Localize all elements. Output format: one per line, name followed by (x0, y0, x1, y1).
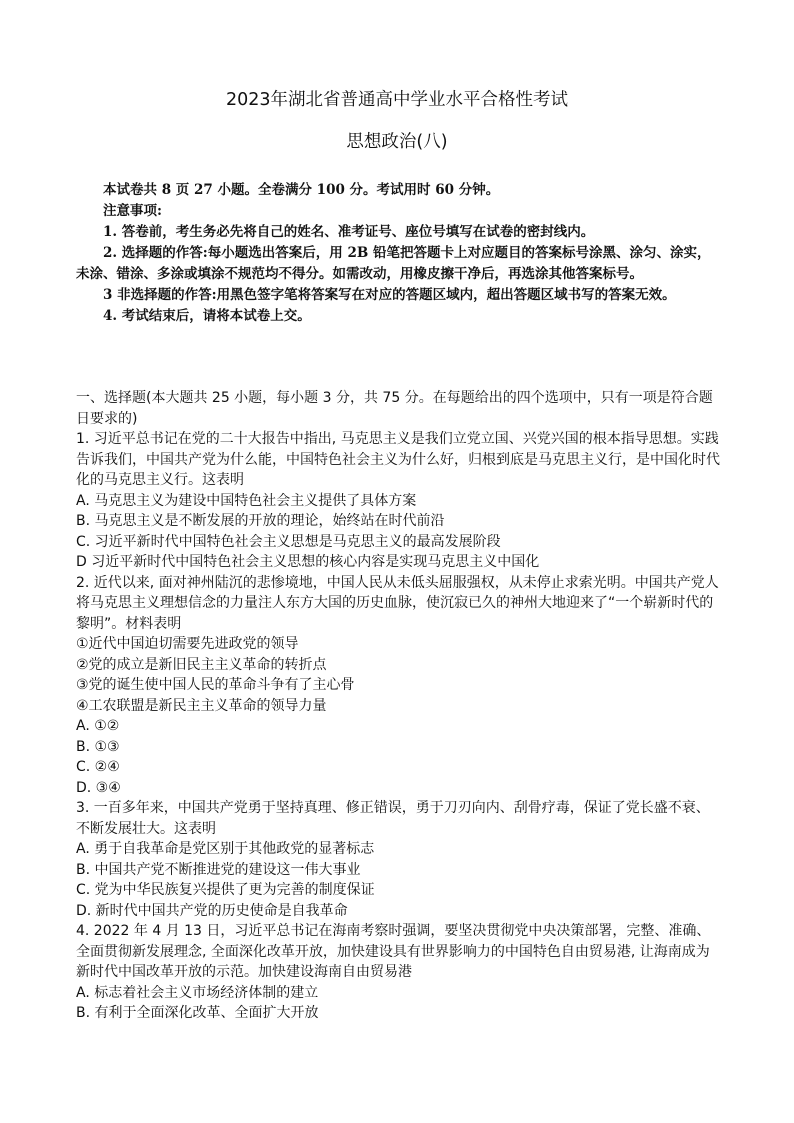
question-4-stem: 4. 2022 年 4 月 13 日，习近平总书记在海南考察时强调，要坚决贯彻党中央决策部署，完整、准确、全面贯彻新发展理念, 全面深化改革开放，加快建设具有世界影响力的中国特色自由贸易港, 让海南成为新时代中国改革开放的示范。加快建设海南自由贸易港 (76, 923, 711, 980)
question-3-option-b: B. 中国共产党不断推进党的建设这一伟大事业 (76, 861, 361, 878)
question-2-stem: 2. 近代以来, 面对神州陆沉的悲惨境地，中国人民从未低头屈服强权，从未停止求索光明。中国共产党人将马克思主义理想信念的力量注人东方大国的历史血脉，使沉寂已久的神州大地迎来了“一个崭新时代的黎明”。材料表明 (76, 574, 719, 632)
question-3-option-c: C. 党为中华民族复兴提供了更为完善的制度保证 (76, 882, 375, 898)
question-3-option-a: A. 勇于自我革命是党区别于其他政党的显著标志 (76, 841, 375, 857)
notice-item-4: 4. 考试结束后，请将本试卷上交。 (103, 308, 311, 324)
question-1-stem: 1. 习近平总书记在党的二十大报告中指出, 马克思主义是我们立党立国、兴党兴国的根本指导思想。实践告诉我们，中国共产党为什么能，中国特色社会主义为什么好，归根到底是马克思主义行，是中国化时代化的马克思主义行。这表明 (76, 431, 720, 488)
question-2-option-a: A. ①② (76, 718, 120, 734)
exam-title: 2023年湖北省普通高中学业水平合格性考试 (225, 90, 569, 110)
question-2-statement-2: ②党的成立是新旧民主主义革命的转折点 (76, 656, 327, 673)
section-heading: 一、选择题(本大题共 25 小题，每小题 3 分，共 75 分。在每题给出的四个选项中，只有一项是符合题日要求的) (76, 390, 713, 427)
question-3-stem: 3. 一百多年来，中国共产党勇于坚持真理、修正错误，勇于刀刃向内、刮骨疗毒，保证了党长盛不衰、不断发展壮大。这表明 (76, 800, 710, 837)
notice-heading: 注意事项: (103, 203, 162, 219)
notice-intro: 本试卷共 8 页 27 小题。全卷满分 100 分。考试用时 60 分钟。 (103, 182, 500, 198)
question-1-option-a: A. 马克思主义为建设中国特色社会主义提供了具体方案 (76, 492, 417, 509)
notice-item-2: 2. 选择题的作答:每小题选出答案后，用 2B 铅笔把答题卡上对应题目的答案标号涂黑、涂匀、涂实，未涂、错涂、多涂或填涂不规范均不得分。如需改动，用橡皮擦干净后，再选涂其他答案标号。 (76, 245, 711, 282)
question-4-option-a: A. 标志着社会主义市场经济体制的建立 (76, 984, 319, 1001)
question-2-option-c: C. ②④ (76, 759, 120, 775)
question-2-statement-4: ④工农联盟是新民主主义革命的领导力量 (76, 697, 327, 714)
question-2-statement-1: ①近代中国迫切需要先进政党的领导 (76, 636, 299, 652)
exam-notice (76, 180, 721, 327)
notice-item-1: 1. 答卷前，考生务必先将自己的姓名、准考证号、座位号填写在试卷的密封线内。 (103, 224, 595, 240)
question-1-option-d: D 习近平新时代中国特色社会主义思想的核心内容是实现马克思主义中国化 (76, 554, 540, 570)
question-1-option-b: B. 马克思主义是不断发展的开放的理论，始终站在时代前沿 (76, 513, 445, 529)
question-2-option-d: D. ③④ (76, 779, 121, 796)
question-3-option-d: D. 新时代中国共产党的历史使命是自我革命 (76, 902, 348, 919)
exam-subtitle: 思想政治(八) (346, 132, 448, 152)
questions-block (76, 388, 721, 1024)
question-2-option-b: B. ①③ (76, 738, 120, 755)
notice-item-3: 3 非选择题的作答:用黑色签字笔将答案写在对应的答题区域内，超出答题区域书写的答案无效。 (103, 287, 676, 303)
question-1-option-c: C. 习近平新时代中国特色社会主义思想是马克思主义的最高发展阶段 (76, 533, 501, 550)
question-2-statement-3: ③党的诞生使中国人民的革命斗争有了主心骨 (76, 677, 355, 693)
question-4-option-b: B. 有利于全面深化改革、全面扩大开放 (76, 1005, 319, 1021)
